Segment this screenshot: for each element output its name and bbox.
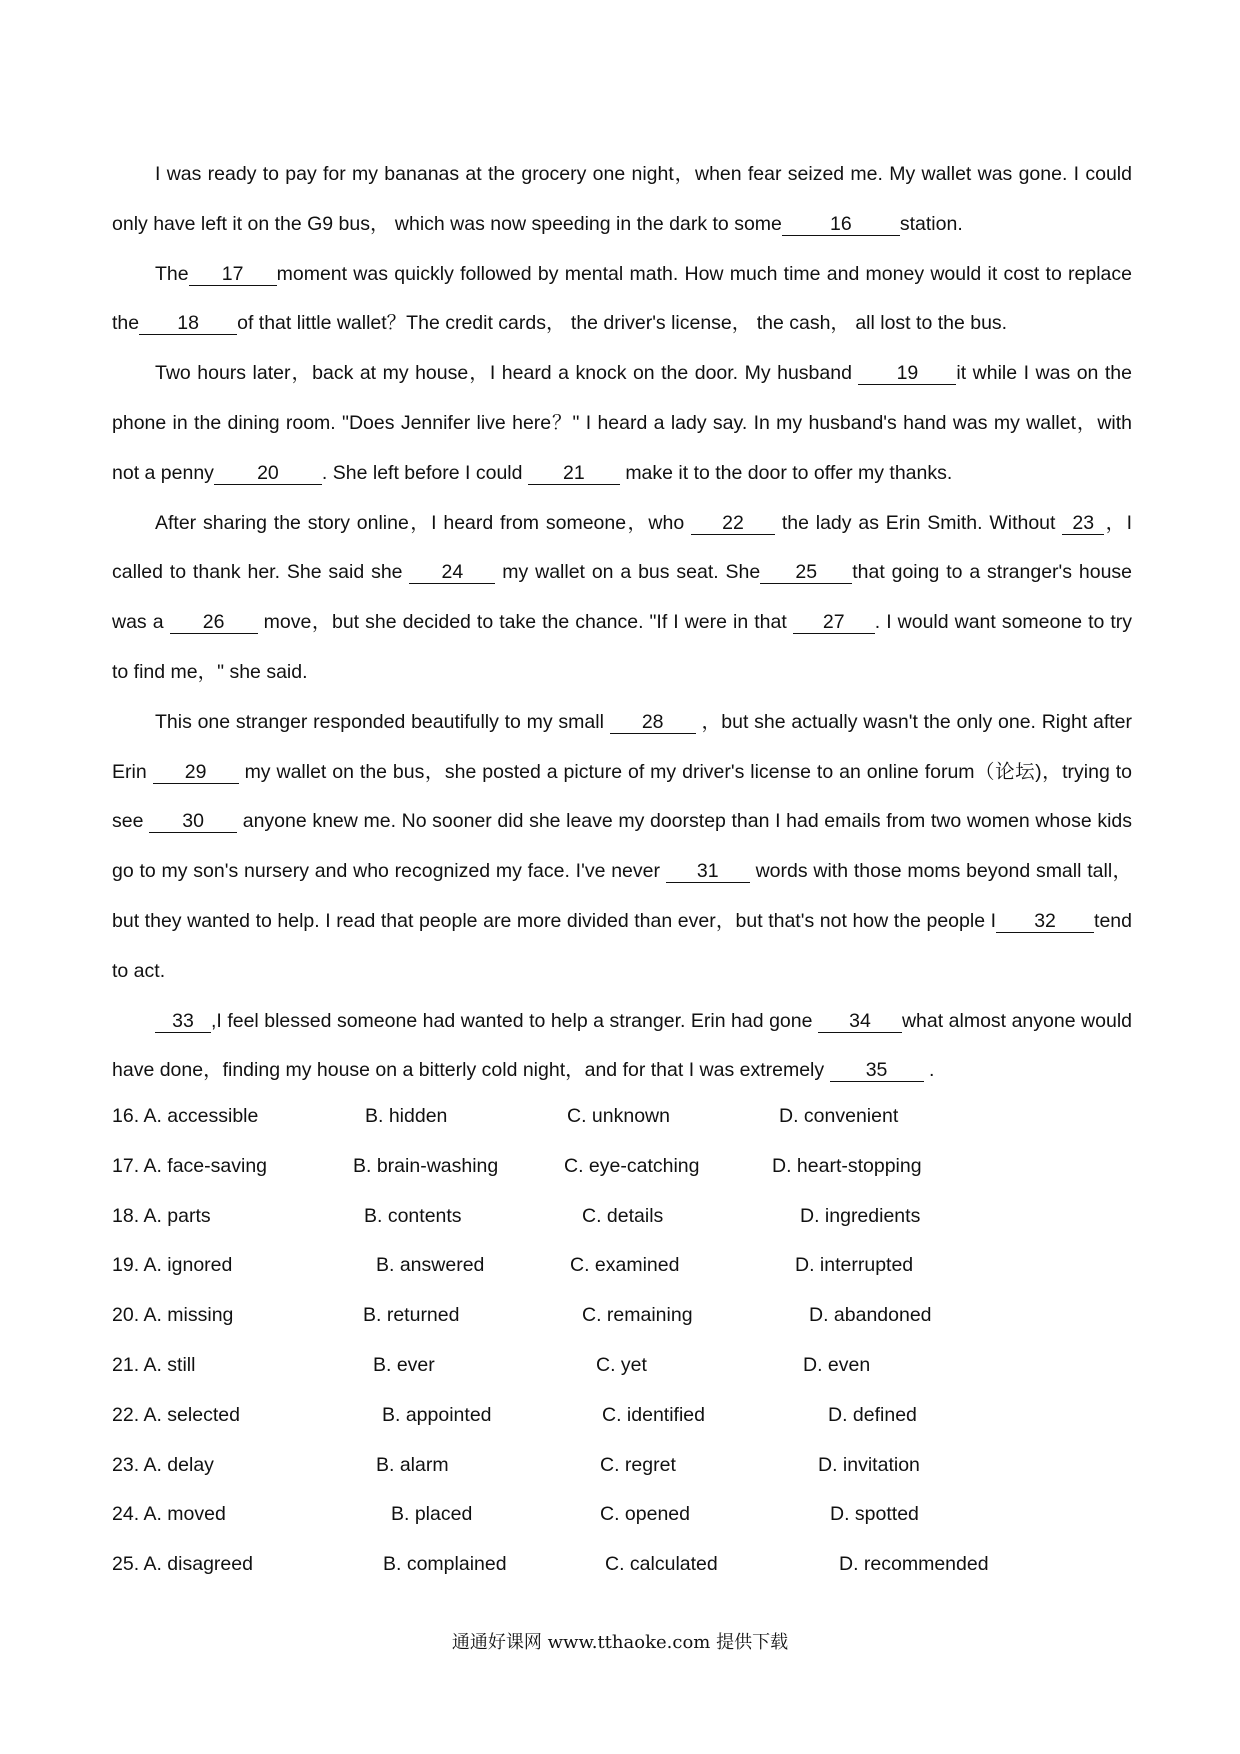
passage-text: it while I was on the phone in the dining room. "Does Jennifer live here？" I heard a lady say. In my husband's hand was my wallet，with not a penny bbox=[112, 362, 1132, 484]
passage-text: The bbox=[155, 262, 189, 285]
blank-35: 35 bbox=[830, 1059, 924, 1082]
paragraph-3 bbox=[112, 349, 1132, 498]
option-a: 22. A. selected bbox=[112, 1403, 240, 1426]
option-b: B. ever bbox=[373, 1353, 435, 1376]
passage-text: of that little wallet？The credit cards， the driver's license， the cash， all lost to the bus. bbox=[237, 312, 1008, 335]
option-a: 18. A. parts bbox=[112, 1204, 211, 1227]
option-c: C. regret bbox=[600, 1453, 676, 1476]
blank-16: 16 bbox=[782, 213, 900, 236]
option-row bbox=[112, 1441, 1132, 1491]
option-b: B. complained bbox=[383, 1553, 507, 1576]
answer-options bbox=[112, 1092, 1132, 1590]
passage-text: ，but she actually wasn't the only one. Right after Erin bbox=[112, 710, 1133, 783]
option-d: D. abandoned bbox=[809, 1304, 932, 1327]
blank-28: 28 bbox=[610, 711, 696, 734]
option-c: C. details bbox=[582, 1204, 664, 1227]
blank-22: 22 bbox=[691, 512, 775, 535]
option-row bbox=[112, 1142, 1132, 1192]
passage-text: ，I called to thank her. She said she bbox=[112, 511, 1133, 584]
option-a: 19. A. ignored bbox=[112, 1254, 233, 1277]
blank-23: 23 bbox=[1062, 512, 1104, 535]
option-a: 25. A. disagreed bbox=[112, 1553, 253, 1576]
passage-text: my wallet on a bus seat. She bbox=[502, 561, 761, 584]
passage-text: words with those moms beyond small tall，but they wanted to help. I read that people are more divided than ever，but that's not how the people I bbox=[112, 860, 1133, 932]
option-c: C. identified bbox=[602, 1403, 705, 1426]
blank-19: 19 bbox=[858, 362, 956, 385]
blank-31: 31 bbox=[666, 860, 750, 883]
option-b: B. contents bbox=[364, 1204, 462, 1227]
passage-text: After sharing the story online，I heard from someone，who bbox=[155, 511, 685, 534]
option-row bbox=[112, 1540, 1132, 1590]
option-row bbox=[112, 1341, 1132, 1391]
blank-17: 17 bbox=[189, 263, 277, 286]
option-a: 24. A. moved bbox=[112, 1503, 226, 1526]
paragraph-6 bbox=[112, 997, 1132, 1097]
passage-text: I was ready to pay for my bananas at the grocery one night，when fear seized me. My wallet was gone. I could only have left it on the G9 bus， which was now speeding in the dark to some bbox=[112, 163, 1132, 235]
blank-34: 34 bbox=[818, 1010, 902, 1033]
option-row bbox=[112, 1391, 1132, 1441]
option-d: D. even bbox=[803, 1353, 871, 1376]
option-b: B. hidden bbox=[365, 1105, 448, 1127]
option-c: C. opened bbox=[600, 1503, 690, 1526]
option-a: 21. A. still bbox=[112, 1353, 196, 1376]
option-b: B. brain-washing bbox=[353, 1154, 499, 1177]
option-a: 17. A. face-saving bbox=[112, 1154, 268, 1177]
passage-text: ,I feel blessed someone had wanted to help a stranger. Erin had gone bbox=[211, 1009, 813, 1032]
passage-text: make it to the door to offer my thanks. bbox=[625, 461, 953, 484]
option-c: C. remaining bbox=[582, 1304, 693, 1327]
blank-29: 29 bbox=[153, 761, 239, 784]
passage-text: station. bbox=[899, 212, 963, 235]
option-c: C. examined bbox=[570, 1254, 680, 1277]
cloze-passage bbox=[112, 150, 1132, 1096]
passage-text: the lady as Erin Smith. Without bbox=[781, 511, 1056, 534]
passage-text: . I would want someone to try to find me，" she said. bbox=[112, 611, 1133, 683]
passage-text: moment was quickly followed by mental math. How much time and money would it cost to replace the bbox=[112, 262, 1132, 335]
option-d: D. invitation bbox=[818, 1453, 920, 1476]
passage-text: anyone knew me. No sooner did she leave my doorstep than I had emails from two women whose kids go to my son's nursery and who recognized my face. I've never bbox=[112, 810, 1133, 883]
option-a: 16. A. accessible bbox=[112, 1105, 259, 1127]
blank-27: 27 bbox=[793, 611, 875, 634]
blank-25: 25 bbox=[760, 561, 852, 584]
blank-26: 26 bbox=[170, 611, 258, 634]
blank-20: 20 bbox=[214, 462, 322, 485]
option-row bbox=[112, 1092, 1132, 1142]
option-c: C. yet bbox=[596, 1353, 647, 1376]
blank-21: 21 bbox=[528, 462, 620, 485]
option-b: B. returned bbox=[363, 1304, 460, 1327]
paragraph-4 bbox=[112, 499, 1132, 698]
option-b: B. answered bbox=[376, 1254, 485, 1277]
option-c: C. eye-catching bbox=[564, 1154, 700, 1177]
option-d: D. defined bbox=[828, 1403, 917, 1426]
passage-text: . bbox=[928, 1059, 935, 1082]
passage-text: tend to act. bbox=[112, 909, 1132, 982]
option-b: B. alarm bbox=[376, 1453, 449, 1476]
option-b: B. placed bbox=[391, 1503, 473, 1526]
option-a: 23. A. delay bbox=[112, 1453, 214, 1476]
passage-text: move，but she decided to take the chance. "If I were in that bbox=[263, 611, 787, 634]
option-d: D. interrupted bbox=[795, 1254, 914, 1277]
option-d: D. heart-stopping bbox=[772, 1154, 922, 1177]
blank-32: 32 bbox=[996, 910, 1094, 933]
option-b: B. appointed bbox=[382, 1403, 492, 1426]
paragraph-2 bbox=[112, 250, 1132, 350]
passage-text: This one stranger responded beautifully to my small bbox=[155, 710, 604, 733]
paragraph-5 bbox=[112, 698, 1132, 997]
blank-18: 18 bbox=[139, 312, 237, 335]
paragraph-1 bbox=[112, 150, 1132, 250]
blank-33: 33 bbox=[155, 1010, 211, 1033]
blank-24: 24 bbox=[409, 561, 495, 584]
passage-text: . She left before I could bbox=[321, 461, 523, 484]
passage-text: my wallet on the bus，she posted a picture of my driver's license to an online forum（论坛)，trying to see bbox=[112, 760, 1132, 833]
passage-text: what almost anyone would have done，finding my house on a bitterly cold night，and for that I was extremely bbox=[112, 1009, 1132, 1082]
passage-text: that going to a stranger's house was a bbox=[112, 561, 1133, 634]
option-d: D. convenient bbox=[779, 1105, 899, 1127]
page-footer: 通通好课网 www.tthaoke.com 提供下载 bbox=[451, 1632, 789, 1653]
option-row bbox=[112, 1291, 1132, 1341]
option-row bbox=[112, 1490, 1132, 1540]
option-d: D. spotted bbox=[830, 1503, 919, 1526]
passage-text: Two hours later，back at my house，I heard a knock on the door. My husband bbox=[155, 362, 852, 385]
blank-30: 30 bbox=[149, 810, 237, 833]
option-row bbox=[112, 1192, 1132, 1242]
option-c: C. unknown bbox=[567, 1105, 670, 1127]
option-d: D. ingredients bbox=[800, 1204, 921, 1227]
option-d: D. recommended bbox=[839, 1553, 989, 1576]
option-a: 20. A. missing bbox=[112, 1304, 234, 1327]
option-row bbox=[112, 1241, 1132, 1291]
option-c: C. calculated bbox=[605, 1553, 718, 1576]
